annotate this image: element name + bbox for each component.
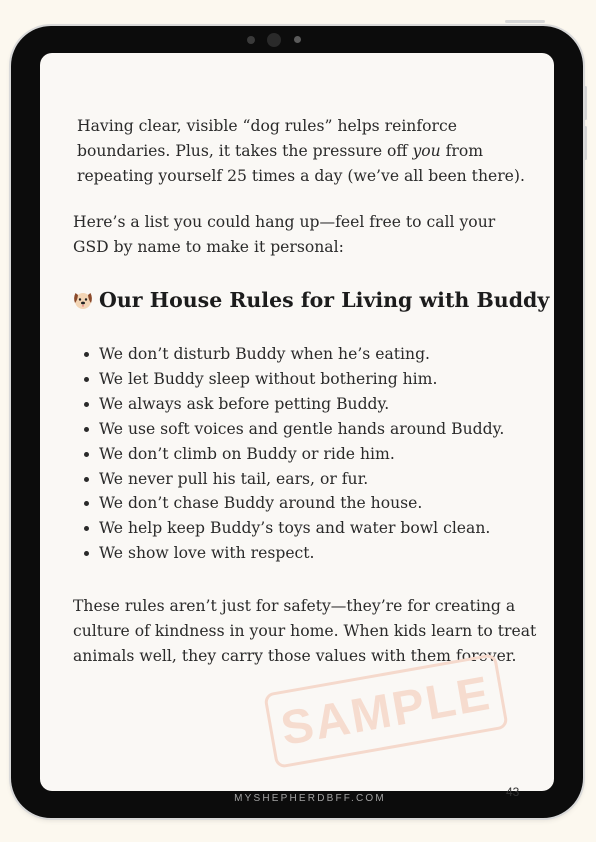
- rule-text: We don’t disturb Buddy when he’s eating.: [99, 345, 431, 363]
- closing-paragraph: These rules aren’t just for safety—they’re for creating a culture of kindness in your home. When kids learn to treat animals well, they carry those values with them forever.: [73, 597, 537, 665]
- rules-heading: [72, 285, 552, 315]
- volume-down-button[interactable]: [584, 126, 587, 160]
- watermark-text: SAMPLE: [276, 666, 495, 756]
- ebook-page[interactable]: [40, 53, 554, 804]
- rule-item: [82, 467, 542, 492]
- rule-item: [82, 516, 542, 541]
- rule-text: We help keep Buddy’s toys and water bowl clean.: [99, 519, 491, 538]
- rule-text: We let Buddy sleep without bothering him.: [99, 369, 438, 388]
- top-button[interactable]: [505, 20, 545, 23]
- rule-text: We show love with respect.: [99, 544, 315, 563]
- page-number: 43: [506, 785, 520, 799]
- light-sensor-icon: [294, 36, 301, 43]
- intro-paragraph: [77, 114, 547, 189]
- rule-item: [82, 491, 542, 516]
- bullet-icon: [84, 501, 89, 506]
- footer-website: MYSHEPHERDBFF.COM: [234, 793, 386, 804]
- tablet-frame: [11, 26, 583, 818]
- sample-watermark: [263, 653, 509, 769]
- rule-item: [82, 442, 542, 467]
- bullet-icon: [84, 526, 89, 531]
- rules-list: [82, 342, 542, 566]
- rule-item: [82, 392, 542, 417]
- camera-icon: [267, 33, 281, 47]
- rule-text: We never pull his tail, ears, or fur.: [99, 469, 369, 488]
- intro-emphasis: you: [412, 142, 441, 160]
- rule-item: [82, 367, 542, 392]
- bullet-icon: [84, 477, 89, 482]
- sensor-icon: [247, 36, 255, 44]
- rule-text: We don’t chase Buddy around the house.: [99, 494, 423, 513]
- rule-text: We don’t climb on Buddy or ride him.: [99, 444, 395, 463]
- bullet-icon: [84, 551, 89, 556]
- intro-text-end: from repeating yourself 25 times a day (we’ve all been there).: [77, 142, 525, 185]
- lead-in-paragraph: Here’s a list you could hang up—feel free to call your GSD by name to make it personal:: [73, 213, 496, 256]
- rule-item: [82, 541, 542, 566]
- dog-face-icon: [72, 289, 94, 311]
- volume-up-button[interactable]: [584, 86, 587, 120]
- camera-bar: [247, 32, 347, 48]
- rule-text: We always ask before petting Buddy.: [99, 394, 390, 413]
- heading-title: Our House Rules for Living with Buddy: [99, 288, 550, 312]
- rule-item: [82, 417, 542, 442]
- intro-text: Having clear, visible “dog rules” helps reinforce boundaries. Plus, it takes the pressure off: [77, 117, 457, 160]
- bullet-icon: [84, 452, 89, 457]
- rule-text: We use soft voices and gentle hands around Buddy.: [99, 419, 505, 438]
- bullet-icon: [84, 377, 89, 382]
- rule-item: [82, 342, 542, 367]
- bullet-icon: [84, 427, 89, 432]
- bullet-icon: [84, 402, 89, 407]
- bullet-icon: [84, 352, 89, 357]
